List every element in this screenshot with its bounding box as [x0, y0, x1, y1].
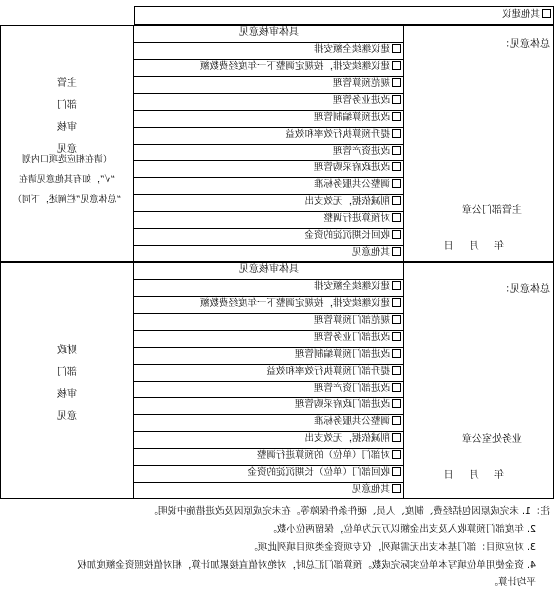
category-label: 审核	[57, 389, 77, 400]
checkbox-icon[interactable]	[392, 467, 401, 476]
checkbox-icon[interactable]	[392, 332, 401, 341]
checkbox-icon[interactable]	[392, 230, 401, 239]
option-label: 改进部门业务管理	[313, 331, 390, 343]
option-label: 改进部门预算编制管理	[294, 348, 390, 360]
review-option[interactable]	[134, 482, 404, 499]
footnote: 4. 资金使用单位填写本单位实际完成数。预算部门汇总时，对绝对值直接累加计算，相对值按照资金额度加权	[77, 560, 536, 571]
checkbox-icon[interactable]	[392, 399, 401, 408]
checkbox-icon[interactable]	[392, 366, 401, 375]
checkbox-icon[interactable]	[392, 416, 401, 425]
category-label: 部门	[57, 100, 77, 111]
review-option[interactable]	[134, 160, 404, 177]
option-label: 提升部门预算执行效率和效益	[266, 365, 390, 377]
review-option[interactable]	[134, 42, 404, 59]
overall-opinion-label: 总体意见：	[500, 284, 550, 295]
option-label: 建议继续安排，按规定调整下一年度经费数额	[199, 297, 390, 309]
section1-category	[0, 25, 134, 262]
category-label: 财政	[57, 345, 77, 356]
option-label: 其他意见	[351, 247, 390, 259]
review-option[interactable]	[134, 93, 404, 110]
review-option[interactable]	[134, 347, 404, 364]
checkbox-icon[interactable]	[392, 44, 401, 53]
checkbox-icon[interactable]	[392, 213, 401, 222]
checkbox-icon[interactable]	[392, 146, 401, 155]
review-option[interactable]	[134, 59, 404, 76]
option-label: 提升预算执行效率和效益	[285, 128, 390, 140]
review-option[interactable]	[134, 431, 404, 448]
option-label: 对预算进行调整	[323, 213, 390, 225]
checkbox-icon[interactable]	[392, 196, 401, 205]
review-option[interactable]	[134, 127, 404, 144]
checkbox-icon[interactable]	[392, 349, 401, 358]
checkbox-icon[interactable]	[392, 281, 401, 290]
option-label: 建议继续全额安排	[313, 280, 390, 292]
option-label: 改进部门政府采购管理	[294, 399, 390, 411]
option-label: 建议继续安排，按规定调整下一年度经费数额	[199, 60, 390, 72]
section1-overall	[404, 25, 554, 262]
footnote: 平均计算。	[488, 577, 536, 588]
review-option[interactable]	[134, 76, 404, 93]
checkbox-icon[interactable]	[392, 179, 401, 188]
checkbox-icon[interactable]	[392, 61, 401, 70]
review-option[interactable]	[134, 144, 404, 161]
review-option[interactable]	[134, 245, 404, 262]
footnote: 2. 年度部门预算收入及支出金额以万元为单位，保留两位小数。	[267, 524, 536, 535]
option-label: 改进政府采购管理	[313, 162, 390, 174]
checkbox-icon[interactable]	[542, 9, 551, 18]
option-label: 对部门（单位）的预算进行调整	[256, 450, 390, 462]
option-label: 规范预算管理	[332, 77, 390, 89]
checkbox-icon[interactable]	[392, 450, 401, 459]
review-option[interactable]	[134, 465, 404, 482]
review-option[interactable]	[134, 211, 404, 228]
checkbox-icon[interactable]	[392, 95, 401, 104]
instruction-note: “√”，如有其他意见请在	[18, 175, 116, 185]
review-option[interactable]	[134, 381, 404, 398]
option-label: 其他意见	[351, 484, 390, 496]
checkbox-icon[interactable]	[392, 298, 401, 307]
option-label: 建议继续全额安排	[313, 43, 390, 55]
option-label: 削减依据，无效支出	[304, 433, 390, 445]
section2-options	[134, 262, 404, 499]
option-label: 收回部门（单位）长期沉淀的资金	[247, 467, 390, 479]
date-label: 年 月 日	[443, 470, 504, 481]
option-label: 改进预算编制管理	[313, 111, 390, 123]
review-option[interactable]	[134, 313, 404, 330]
review-option[interactable]	[134, 110, 404, 127]
review-option[interactable]	[134, 228, 404, 245]
checkbox-icon[interactable]	[392, 78, 401, 87]
checkbox-icon[interactable]	[392, 112, 401, 121]
checkbox-icon[interactable]	[392, 129, 401, 138]
section2-header: 具体审核意见	[239, 264, 299, 275]
category-label: 部门	[57, 367, 77, 378]
section2-overall	[404, 262, 554, 499]
section1-options	[134, 25, 404, 262]
review-option[interactable]	[134, 296, 404, 313]
review-option[interactable]	[134, 194, 404, 211]
seal-label: 业务处室公章	[462, 434, 522, 445]
category-label: 意见	[57, 411, 77, 422]
review-option[interactable]	[134, 364, 404, 381]
category-label: 主管	[57, 78, 77, 89]
option-label: 调整公共服务标准	[313, 416, 390, 428]
date-label: 年 月 日	[443, 241, 504, 252]
section2-category	[0, 262, 134, 499]
footnote: 3. 对应项目：部门基本支出无需填列，仅专项资金类项目填列此项。	[248, 542, 536, 553]
option-label: 收回长期沉淀的资金	[304, 230, 390, 242]
seal-label: 主管部门公章	[462, 205, 522, 216]
option-label: 改进资产管理	[332, 145, 390, 157]
option-label: 改进部门资产管理	[313, 382, 390, 394]
instruction-note: （请在相应选项口内划	[22, 155, 113, 165]
review-option[interactable]	[134, 330, 404, 347]
option-label: 调整公共服务标准	[313, 179, 390, 191]
instruction-note: “总体意见”栏阐述，下同）	[12, 195, 122, 205]
section1-header: 具体审核意见	[239, 27, 299, 38]
option-label: 规范部门预算管理	[313, 314, 390, 326]
checkbox-icon[interactable]	[392, 484, 401, 493]
top-row-option: 其他建议	[134, 6, 554, 24]
checkbox-icon[interactable]	[392, 162, 401, 171]
review-option[interactable]	[134, 397, 404, 414]
option-label: 改进业务管理	[332, 94, 390, 106]
option-label: 削减依据，无效支出	[304, 196, 390, 208]
checkbox-icon[interactable]	[392, 247, 401, 256]
checkbox-icon[interactable]	[392, 433, 401, 442]
category-label: 意见	[57, 144, 77, 155]
review-option[interactable]	[134, 177, 404, 194]
footnote: 注：1. 未完成原因包括经费、制度、人员、硬件条件保障等。在未完成原因及改进措施中说明。	[148, 506, 550, 517]
overall-opinion-label: 总体意见：	[500, 39, 550, 50]
review-option[interactable]	[134, 448, 404, 465]
review-option[interactable]	[134, 279, 404, 296]
category-label: 审核	[57, 122, 77, 133]
checkbox-icon[interactable]	[392, 315, 401, 324]
review-option[interactable]	[134, 414, 404, 431]
checkbox-icon[interactable]	[392, 383, 401, 392]
